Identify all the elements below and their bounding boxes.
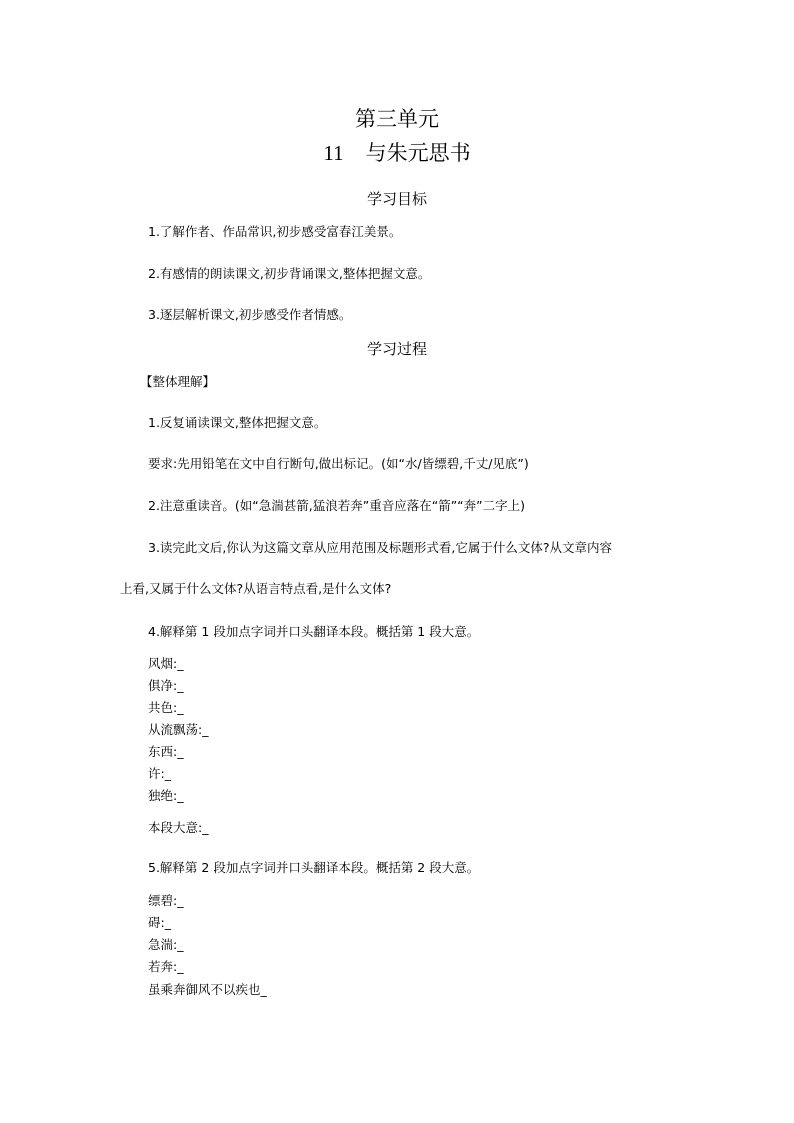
question-2: 2.注意重读音。(如“急湍甚箭,猛浪若奔”重音应落在“箭”“奔”二字上) — [148, 498, 526, 513]
lesson-number: 11 — [323, 141, 344, 165]
lesson-name: 与朱元思书 — [365, 141, 471, 165]
question-5: 5.解释第 2 段加点字词并口头翻译本段。概括第 2 段大意。 — [148, 860, 480, 875]
q4-blank-1: 风烟:_ — [148, 656, 184, 671]
q4-blank-6: 许:_ — [148, 766, 171, 781]
q5-blank-3: 急湍:_ — [148, 937, 184, 952]
q4-blank-2: 俱净:_ — [148, 678, 184, 693]
question-3-line-1: 3.读完此文后,你认为这篇文章从应用范围及标题形式看,它属于什么文体?从文章内容 — [148, 540, 613, 555]
q5-blank-4: 若奔:_ — [148, 959, 184, 974]
process-heading: 学习过程 — [366, 340, 427, 358]
question-1-requirement: 要求:先用铅笔在文中自行断句,做出标记。(如“水/皆缥碧,千丈/见底”) — [148, 456, 529, 471]
q4-summary-blank: 本段大意:_ — [148, 820, 209, 835]
section-label: 【整体理解】 — [140, 374, 216, 389]
q4-blank-3: 共色:_ — [148, 700, 184, 715]
q5-blank-2: 碍:_ — [148, 915, 171, 930]
q4-blank-5: 东西:_ — [148, 744, 184, 759]
goal-item-1: 1.了解作者、作品常识,初步感受富春江美景。 — [148, 224, 402, 239]
unit-title: 第三单元 — [355, 107, 439, 131]
question-1: 1.反复诵读课文,整体把握文意。 — [148, 415, 327, 430]
q4-blank-4: 从流飘荡:_ — [148, 722, 209, 737]
goal-item-2: 2.有感情的朗读课文,初步背诵课文,整体把握文意。 — [148, 266, 431, 281]
goals-heading: 学习目标 — [366, 190, 427, 208]
q5-blank-5: 虽乘奔御风不以疾也_ — [148, 982, 267, 997]
goal-item-3: 3.逐层解析课文,初步感受作者情感。 — [148, 307, 352, 322]
lesson-title — [0, 137, 794, 167]
q4-blank-7: 独绝:_ — [148, 788, 184, 803]
question-4: 4.解释第 1 段加点字词并口头翻译本段。概括第 1 段大意。 — [148, 624, 480, 639]
question-3-line-2: 上看,又属于什么文体?从语言特点看,是什么文体? — [120, 581, 392, 596]
q5-blank-1: 缥碧:_ — [148, 893, 184, 908]
